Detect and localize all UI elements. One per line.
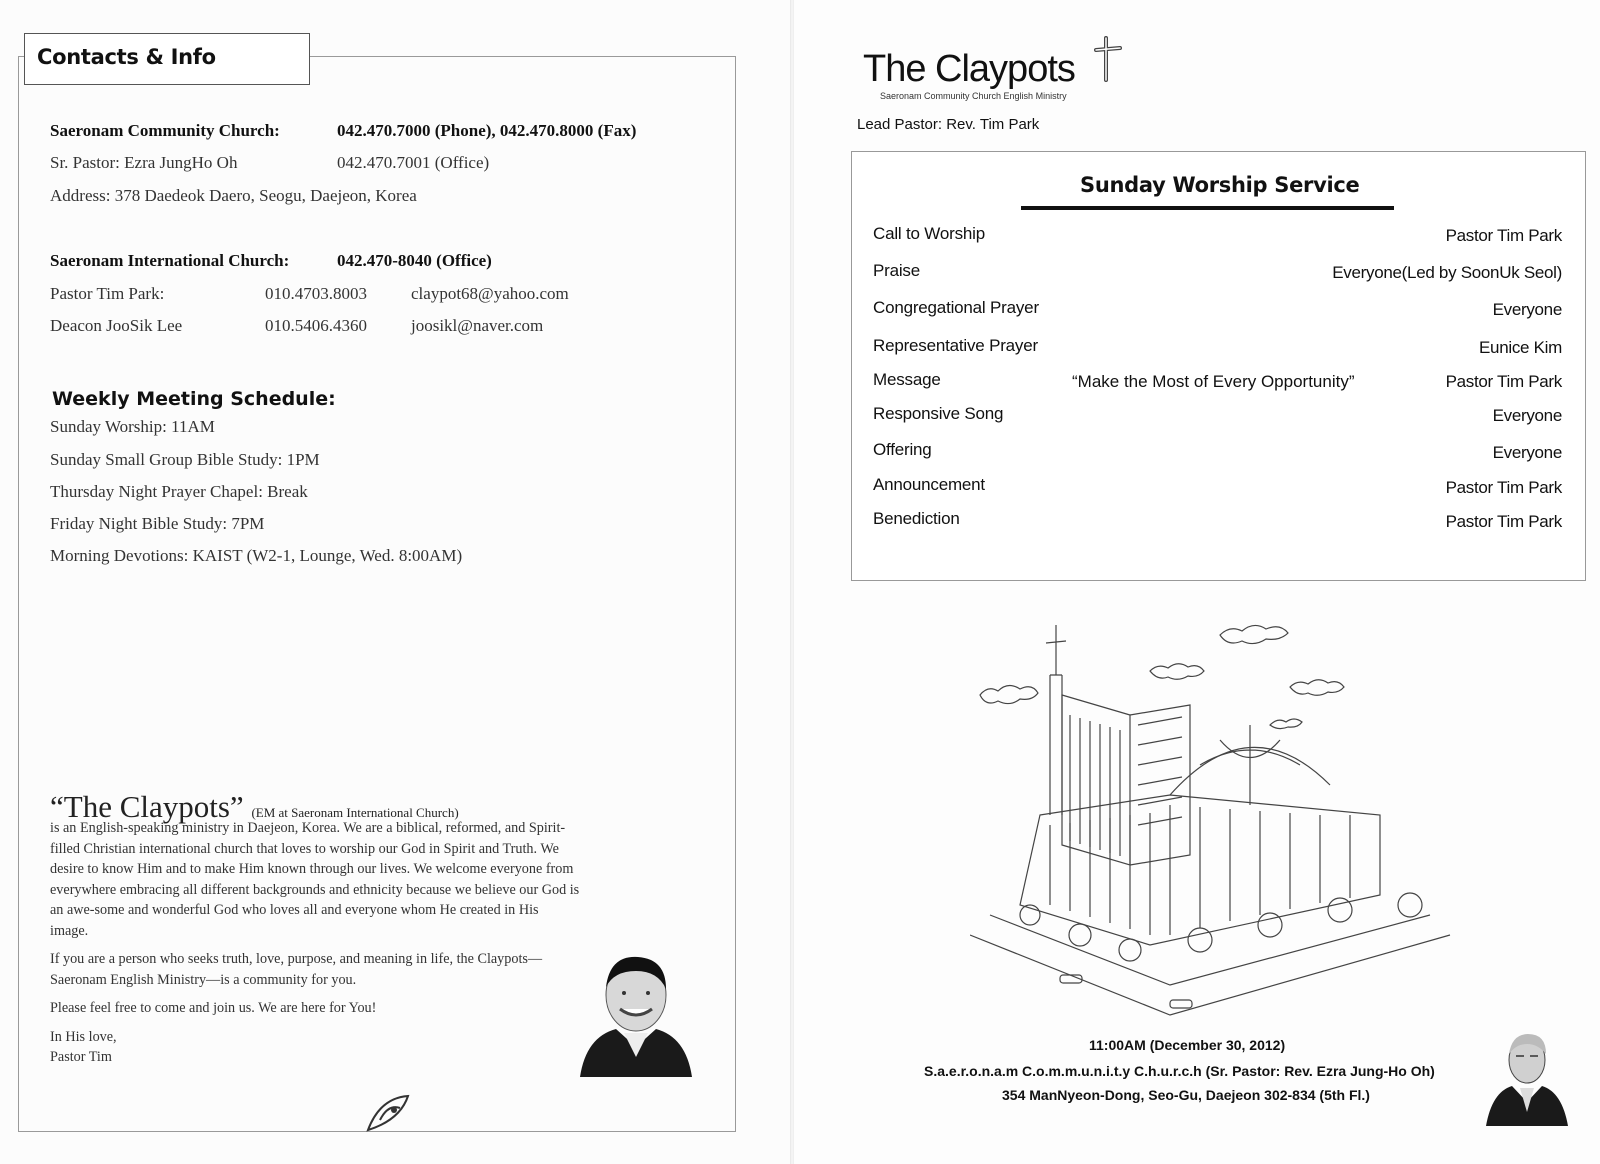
service-leader: Pastor Tim Park (1445, 512, 1562, 531)
claypots-logo-subtitle: Saeronam Community Church English Ministry (880, 91, 1067, 101)
about-paragraph: is an English-speaking ministry in Daejeon, Korea. We are a biblical, reformed, and Spirit-filled Christian international church that loves to worship our God in Spirit and Truth. We desire to know Him and to make Him known through our lives. We welcome everyone from everywhere embracing all different backgrounds and ethnicity because we believe our God is an awe-some and wonderful God who loves all and everyone whom He created in His image. (50, 820, 580, 939)
contact-email: joosikl@naver.com (411, 316, 544, 335)
service-item: Offering (873, 440, 932, 459)
international-church-office: 042.470-8040 (Office) (337, 251, 492, 270)
service-leader: Pastor Tim Park (1445, 372, 1562, 391)
church-address-line: 354 ManNyeon-Dong, Seo-Gu, Daejeon 302-834 (5th Fl.) (1002, 1087, 1370, 1103)
community-church-phone-fax: 042.470.7000 (Phone), 042.470.8000 (Fax) (337, 121, 637, 140)
contacts-heading-box (24, 33, 310, 85)
contact-phone: 010.4703.8003 (265, 284, 367, 303)
service-item: Responsive Song (873, 404, 1004, 423)
page-fold (790, 0, 794, 1164)
service-item: Congregational Prayer (873, 298, 1039, 317)
schedule-item: Sunday Small Group Bible Study: 1PM (50, 450, 320, 469)
message-title: “Make the Most of Every Opportunity” (1072, 372, 1355, 391)
senior-pastor-name: Sr. Pastor: Ezra JungHo Oh (50, 153, 238, 172)
schedule-item: Thursday Night Prayer Chapel: Break (50, 482, 308, 501)
church-name-line: S.a.e.r.o.n.a.m C.o.m.m.u.n.i.t.y C.h.u.r.c.h (Sr. Pastor: Rev. Ezra Jung-Ho Oh) (924, 1063, 1435, 1079)
about-paragraph: Please feel free to come and join us. We are here for You! (50, 1000, 377, 1016)
contact-phone: 010.5406.4360 (265, 316, 367, 335)
claypots-logo-title: The Claypots (863, 48, 1075, 90)
community-church-name: Saeronam Community Church: (50, 121, 280, 140)
pastor-tim-photo (576, 937, 696, 1077)
service-leader: Everyone (1492, 443, 1562, 462)
title-underline (1021, 206, 1394, 210)
worship-service-title: Sunday Worship Service (1080, 173, 1360, 197)
service-leader: Everyone (1492, 406, 1562, 425)
service-leader: Pastor Tim Park (1445, 226, 1562, 245)
service-datetime: 11:00AM (December 30, 2012) (1089, 1037, 1286, 1053)
schedule-item: Sunday Worship: 11AM (50, 417, 215, 436)
contact-name: Pastor Tim Park: (50, 284, 165, 303)
church-address: Address: 378 Daedeok Daero, Seogu, Daejeon, Korea (50, 186, 417, 205)
service-leader: Pastor Tim Park (1445, 478, 1562, 497)
about-name: “The Claypots” (50, 789, 244, 824)
about-signature: Pastor Tim (50, 1049, 112, 1065)
about-closing: In His love, (50, 1028, 117, 1045)
senior-pastor-phone: 042.470.7001 (Office) (337, 153, 490, 172)
international-church-name: Saeronam International Church: (50, 251, 290, 270)
about-paragraph: If you are a person who seeks truth, love, purpose, and meaning in life, the Claypots—Saeronam English Ministry—is a community for you. (50, 951, 543, 988)
service-leader: Eunice Kim (1479, 338, 1562, 357)
church-building-illustration (970, 615, 1470, 1035)
contacts-heading: Contacts & Info (37, 45, 216, 69)
contact-name: Deacon JooSik Lee (50, 316, 183, 335)
service-item: Representative Prayer (873, 336, 1038, 355)
lead-pastor: Lead Pastor: Rev. Tim Park (857, 116, 1040, 133)
about-name-note: (EM at Saeronam International Church) (251, 805, 459, 820)
contact-email: claypot68@yahoo.com (411, 284, 569, 303)
service-item: Message (873, 370, 941, 389)
schedule-item: Friday Night Bible Study: 7PM (50, 514, 265, 533)
service-item: Benediction (873, 509, 960, 528)
service-leader: Everyone(Led by SoonUk Seol) (1332, 263, 1562, 282)
fish-logo-icon (360, 1090, 420, 1140)
senior-pastor-photo (1484, 1022, 1570, 1126)
cross-logo-icon (1090, 34, 1126, 84)
service-item: Praise (873, 261, 920, 280)
service-item: Call to Worship (873, 224, 985, 243)
schedule-item: Morning Devotions: KAIST (W2-1, Lounge, Wed. 8:00AM) (50, 546, 463, 565)
service-item: Announcement (873, 475, 985, 494)
service-leader: Everyone (1492, 300, 1562, 319)
schedule-title: Weekly Meeting Schedule: (52, 388, 336, 410)
